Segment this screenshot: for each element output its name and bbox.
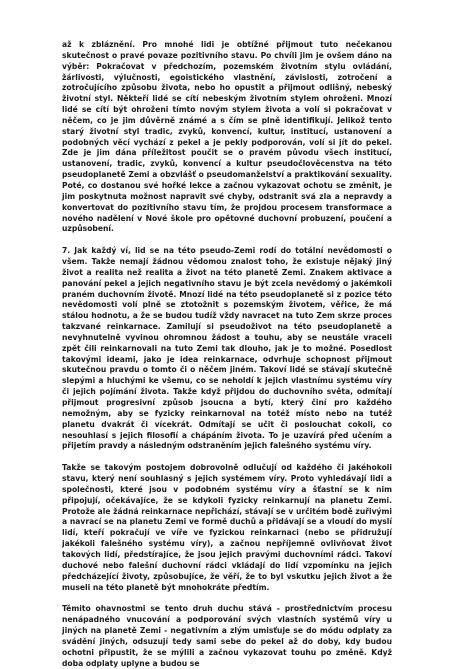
paragraph-retribution: Těmito ohavnostmi se tento druh duchu stává - prostřednictvím procesu nenápadného vnucování a podporování svých vlastních systémů víry u jiných na planetě Zemi - negativním a zlým umisťuje se do módu odplaty za svádění jiných, odsuzují tedy sami sebe do pekel až do doby, kdy budou ochotni připustit, že se mýlili a začnou vykazovat touhu po změně. Když doba odplaty uplyne a budou se [62, 604, 392, 668]
document-body [62, 40, 392, 669]
paragraph-point-7: 7. Jak každý ví, lid se na této pseudo-Zemi rodí do totální nevědomosti o všem. Takže nemají žádnou vědomou znalost toho, že existuje nějaký jiný život a realita než realita a život na této planetě Zemi. Znakem aktivace a panování pekel a jejich negativního stavu je být zcela nevědomý o jakémkoli praném duchovním životě. Mnozí lidé na této pseudoplanetě si z pozice této nevědomosti volí plně se ztotožnit s pozemským životem, věřice, že má stálou hodnotu, a že se budou tudíž vždy navracet na tuto Zem skrze proces takzvané reinkarnace. Zamilují si pseudoživot na této pseudoplanetě a nevyhnutelně vyvinou ohromnou žádost a touhu, aby se neustále vraceli zpět čili reinkarnovali na tuto Zemi tak dlouho, jak je to možné. Posedlost takovými ideami, jako je idea reinkarnace, odvrhuje schopnost přijmout skutečnou pravdu o tomto či o něčem jiném. Takoví lidé se stávají skutečně slepými a hluchými ke všemu, co se neholdí k jejich vlastnímu systému víry či jejich pojímání života. Takže když přijdou do duchovního světa, odmítají přijmout progresivní způsob jsoucna a bytí, který činí pro každého nemožným, aby se fyzicky reinkarnoval na totéž místo nebo na tutéž planetu dvakrát či vícekrát. Odmítají se učit či poslouchat cokoli, co nesouhlasí s jejich filosofií a chápáním života. To je uzavírá před učením a přijetím pravdy a následným odstraněním jejich falešného systému víry. [62, 246, 392, 451]
paragraph-continuation: až k zbláznění. Pro mnohé lidi je obtížné přijmout tuto nečekanou skutečnost o pravé povaze pozitivního stavu. Po chvíli jim je ovšem dáno na výběr: Pokračovat v předchozím, pozemském životním stylu ovládání, žárlivosti, výlučnosti, egoistického vlastnění, závislosti, zotročení a zotročujícího způsobu života, nebo ho opustit a přijmout odlišný, nebeský životní styl. Někteří lidé se cítí nebeským životním stylem ohroženi. Mnozí lidé se cítí být ohroženi tímto novým stylem života a volí si pokračovat v něčem, co je jim důvěrně známé a s čím se plně identifikují. Jelikož tento starý životní styl tradic, zvyků, konvencí, kultur, institucí, ustanovení a podobných věcí vychází z pekel a je pekly podporován, volí si jít do pekel. Zde je jim dána příležitost poučit se o pravém původu všech institucí, ustanovení, tradic, zvyků, konvencí a kultur pseudočlověcenstva na této pseudoplanetě Zemi a obzvlášť o pseudomanželství a praktikování sexuality. Poté, co dostanou své hořké lekce a začnou vykazovat ochotu se změnit, je jim poskytnuta možnost napravit své chyby, odstranit svá zla a nepravdy a konvertovat do pozitivního stavu tím, že projdou procesem transformace a nového nadělení v Nové škole pro opětovné duchovní probuzení, poučení a uzpůsobení. [62, 40, 392, 234]
paragraph-belief-systems: Takže se takovým postojem dobrovolně odlučují od každého či jakéhokoli stavu, který není souhlasný s jejich systémem víry. Proto vyhledávají lidi a společnosti, které jsou v podobném systému víry a šťastní se k nim připojují, očekávajíce, že se kdykoli fyzicky reinkarnují na planetu Zemi. Protože ale žádná reinkarnace nepřichází, stávají se v určitém bodě zuřivými a navrací se na planetu Zemi ve formě duchů a přidávají se a vloudí do myslí lidí, kteří pokračují ve víře ve fyzickou reinkarnaci (nebo se přidružují jakékoli falešného systému víry), a začnou nepříjemně ovlivňovat život takových lidí, předstírajíce, že jsou jejich pravými duchovními rádci. Takoví duchové nebo falešní duchovní rádci vkládají do lidí vzpomínku na jejich předcházející životy, způsobujíce, že věří, že to byl vskutku jejich život a že museli na této planetě být mnohokráte předtím. [62, 463, 393, 592]
